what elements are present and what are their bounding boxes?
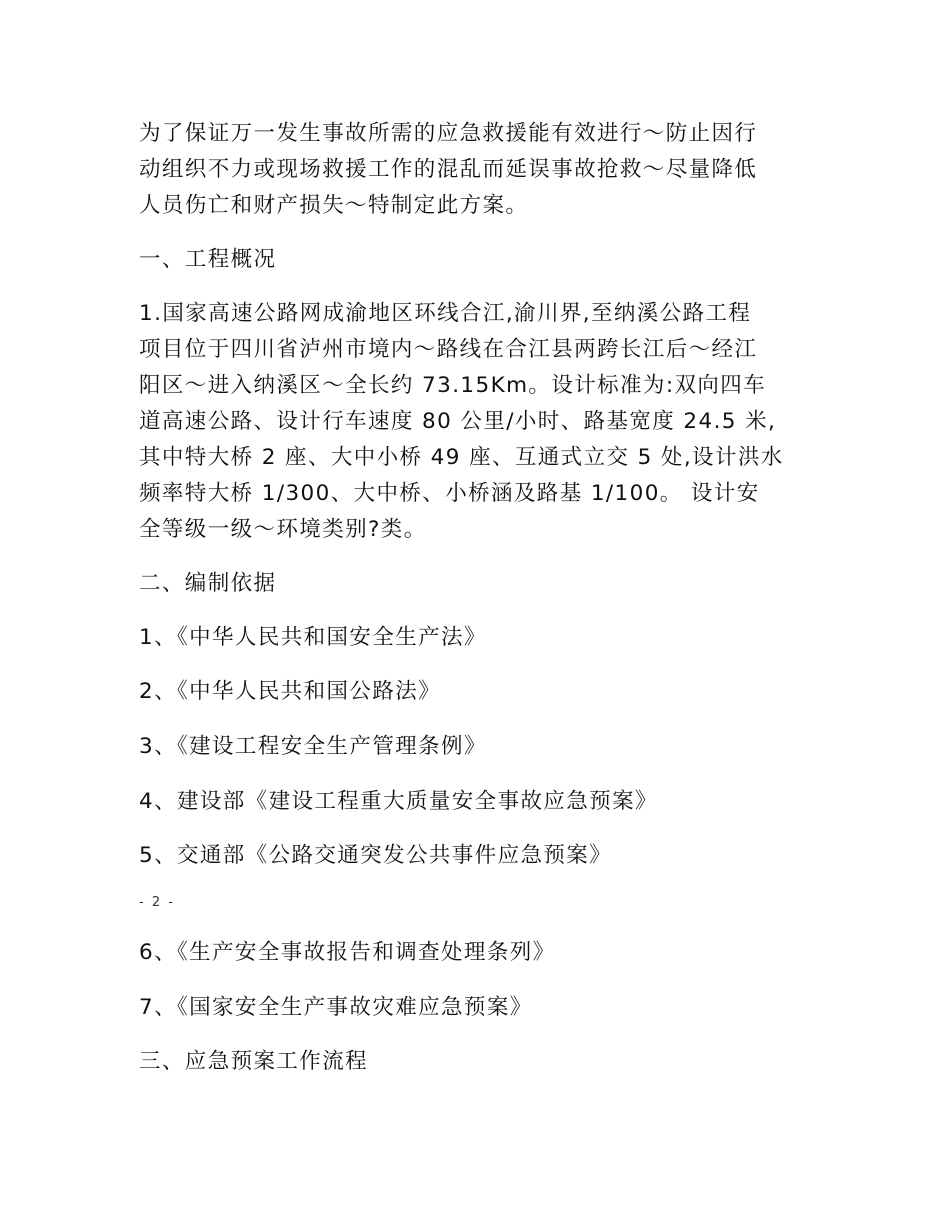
overview-line: 频率特大桥 1/300、大中桥、小桥涵及路基 1/100。 设计安: [139, 481, 760, 506]
overview-line: 道高速公路、设计行车速度 80 公里/小时、路基宽度 24.5 米,: [139, 409, 777, 434]
overview-line: 1.国家高速公路网成渝地区环线合江,渝川界,至纳溪公路工程: [139, 301, 752, 326]
basis-item-6: [139, 935, 809, 971]
list-item: 6、《生产安全事故报告和调查处理条列》: [139, 940, 556, 965]
intro-line: 动组织不力或现场救援工作的混乱而延误事故抢救～尽量降低: [139, 157, 758, 182]
section-heading-text: 二、编制依据: [139, 571, 277, 596]
overview-line: 全等级一级～环境类别?类。: [139, 517, 427, 542]
intro-paragraph: [139, 116, 809, 224]
overview-line: 项目位于四川省泸州市境内～路线在合江县两跨长江后～经江: [139, 337, 758, 362]
section-heading-text: 一、工程概况: [139, 247, 277, 272]
basis-item-3: [139, 729, 809, 765]
list-item: 4、建设部《建设工程重大质量安全事故应急预案》: [139, 789, 658, 814]
list-item: 5、交通部《公路交通突发公共事件应急预案》: [139, 843, 613, 868]
list-item: 1、《中华人民共和国安全生产法》: [139, 625, 487, 650]
section-heading-text: 三、应急预案工作流程: [139, 1049, 369, 1074]
basis-item-1: [139, 620, 809, 656]
intro-line: 为了保证万一发生事故所需的应急救援能有效进行～防止因行: [139, 121, 758, 146]
list-item: 3、《建设工程安全生产管理条例》: [139, 734, 487, 759]
list-item: 7、《国家安全生产事故灾难应急预案》: [139, 995, 533, 1020]
list-item: 2、《中华人民共和国公路法》: [139, 679, 442, 704]
overview-line: 其中特大桥 2 座、大中小桥 49 座、互通式立交 5 处,设计洪水: [139, 445, 784, 470]
intro-line: 人员伤亡和财产损失～特制定此方案。: [139, 193, 529, 218]
section-heading-overview: [139, 242, 809, 278]
section-heading-workflow: [139, 1044, 809, 1080]
basis-item-7: [139, 990, 809, 1026]
basis-item-2: [139, 674, 809, 710]
page-number: - 2 -: [139, 895, 175, 910]
overview-paragraph: [139, 296, 809, 548]
basis-item-4: [139, 784, 809, 820]
section-heading-basis: [139, 566, 809, 602]
basis-item-5: [139, 838, 809, 874]
overview-line: 阳区～进入纳溪区～全长约 73.15Km。设计标准为:双向四车: [139, 373, 767, 398]
